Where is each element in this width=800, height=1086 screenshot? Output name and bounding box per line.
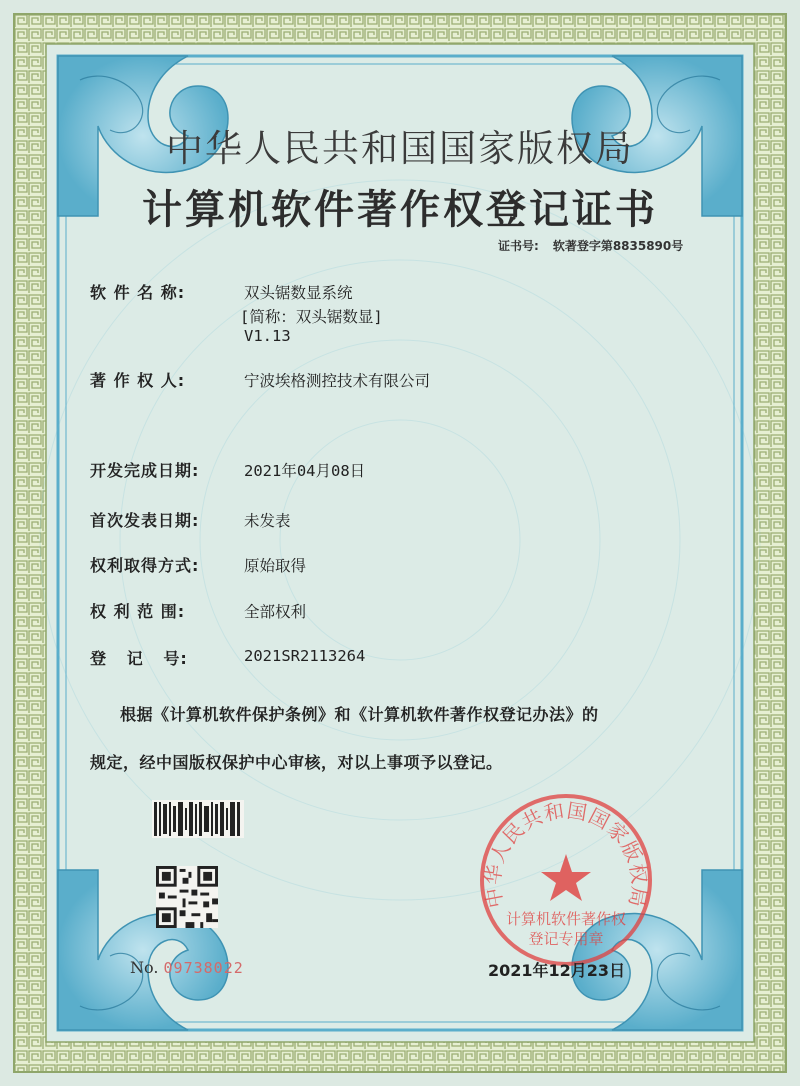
- copyright-owner-label: 著 作 权 人:: [90, 371, 186, 390]
- serial-value: 09738022: [163, 959, 244, 977]
- issue-date: 2021年12月23日: [488, 961, 626, 980]
- first-pub-value: 未发表: [244, 512, 291, 530]
- barcode-icon: [152, 800, 244, 838]
- short-name-value: [简称：双头锯数显]: [240, 308, 383, 326]
- certificate-title: 计算机软件著作权登记证书: [142, 186, 658, 233]
- issuer-heading: 中华人民共和国国家版权局: [166, 127, 634, 170]
- scope-value: 全部权利: [244, 603, 307, 621]
- serial-label: No.: [130, 958, 159, 977]
- acquisition-label: 权利取得方式:: [90, 556, 200, 575]
- seal-inner-line-2: 登记专用章: [528, 930, 604, 948]
- software-name-label: 软 件 名 称:: [90, 283, 186, 302]
- seal-inner-line-1: 计算机软件著作权: [505, 910, 627, 928]
- serial-number: [130, 958, 244, 977]
- scope-label: 权 利 范 围:: [90, 602, 186, 621]
- statement-line-2: 规定，经中国版权保护中心审核，对以上事项予以登记。: [90, 753, 503, 772]
- software-name-value: 双头锯数显系统: [244, 284, 353, 302]
- qr-code-icon: [156, 866, 218, 928]
- reg-no-value: 2021SR2113264: [244, 647, 366, 665]
- seal-ring-text: 中华人民共和国国家版权局: [480, 798, 652, 910]
- dev-date-label: 开发完成日期:: [90, 461, 200, 480]
- reg-no-label: 登 记 号:: [90, 649, 188, 668]
- cert-no-value: 软著登字第8835890号: [552, 239, 684, 253]
- cert-no-label: 证书号:: [498, 239, 539, 253]
- dev-date-value: 2021年04月08日: [244, 462, 366, 480]
- copyright-owner-value: 宁波埃格测控技术有限公司: [244, 372, 431, 390]
- statement-line-1: 根据《计算机软件保护条例》和《计算机软件著作权登记办法》的: [120, 705, 599, 724]
- first-pub-label: 首次发表日期:: [90, 511, 200, 530]
- certificate-number: [498, 237, 683, 254]
- acquisition-value: 原始取得: [244, 557, 307, 575]
- official-seal-icon: [476, 790, 656, 970]
- version-value: V1.13: [244, 327, 291, 345]
